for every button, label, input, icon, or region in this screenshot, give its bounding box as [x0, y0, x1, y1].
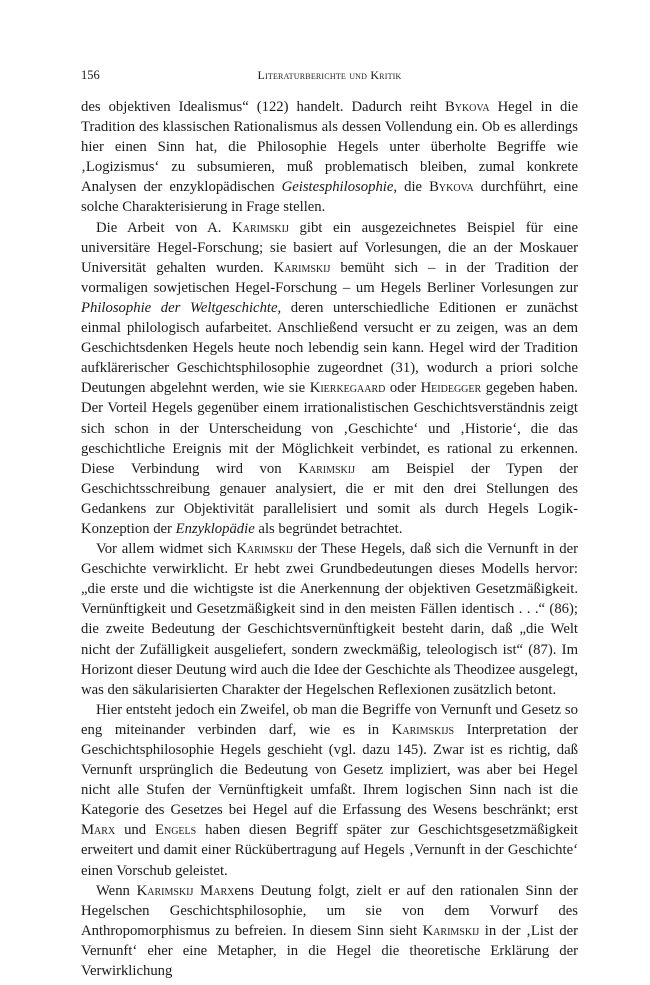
text-run: Hegel in die Tradition des klassischen Rationalismus als dessen Vollendung ein. Ob es allerdings hier einen Sinn hat, die Philosophie Hegels unter überholte Begriffe wie ‚Logizismus‘ zu subsumieren, muß problematisch bleiben, zumal konkrete Analysen der enzyklopädischen — [81, 99, 578, 196]
author-name: Karimskij — [422, 922, 480, 939]
text-run: des objektiven Idealismus“ (122) handelt. Dadurch reiht — [81, 99, 445, 115]
text-run: ens Deutung folgt, zielt er auf den rationalen Sinn der Hegelschen Geschichtsphilosophie, um sie von dem Vorwurf des Anthropomorphismus zu befreien. In diesem Sinn sieht — [81, 882, 578, 939]
text-run: und — [115, 822, 155, 839]
author-name: Heidegger — [420, 380, 482, 397]
text-run: in der ‚List der Vernunft‘ eher eine Metapher, in die Hegel die theoretische Erklärung der Verwirklichung — [81, 922, 578, 980]
text-run: durchführt, eine solche Charakterisierung in Frage stellen. — [81, 179, 578, 216]
author-name: Karimskij Marx — [136, 882, 235, 899]
paragraph — [81, 881, 578, 981]
author-name: Karimskij — [232, 219, 289, 236]
text-run: oder — [385, 380, 421, 397]
author-name: Kierkegaard — [309, 380, 386, 397]
author-name: Bykova — [444, 99, 490, 115]
text-run: als begründet betrachtet. — [254, 520, 403, 537]
author-name: Engels — [155, 822, 197, 839]
text-run: , deren unterschiedliche Editionen er zunächst einmal philologisch aufarbeitet. Anschließend versucht er zu zeigen, was an dem Geschichtsdenken Hegels heute noch lebendig sein kann. Hegel wird der Tradition aufklärerischer Geschichtsphilosophie zugeordnet (31), wodurch a priori solche Deutungen abgelehnt werden, wie sie — [81, 299, 578, 397]
author-name: Karimskij — [236, 541, 294, 558]
text-run: Die Arbeit von A. — [96, 219, 233, 236]
body-text — [81, 97, 578, 981]
text-run: haben diesen Begriff später zur Geschichtsgesetzmäßigkeit erweitert und damit einer Rückübertragung auf Hegels ‚Vernunft in der Geschichte‘ einen Vorschub geleistet. — [81, 822, 578, 879]
author-name: Karimskij — [273, 259, 331, 276]
author-name: Karimskijs — [391, 721, 455, 738]
emphasized-text: Philosophie der Weltgeschichte — [81, 299, 278, 316]
paragraph — [81, 97, 578, 218]
text-run: bemüht sich – in der Tradition der vormaligen sowjetischen Hegel-Forschung – um Hegels Berliner Vorlesungen zur — [81, 259, 578, 296]
author-name: Bykova — [429, 179, 474, 196]
author-name: Karimskij — [298, 460, 355, 477]
page-header — [81, 68, 578, 88]
text-run: gibt ein ausgezeichnetes Beispiel für eine universitäre Hegel-Forschung; sie basiert auf Vorlesungen, die an der Moskauer Universität gehalten wurden. — [81, 219, 578, 276]
text-run: , die — [393, 179, 430, 196]
text-run: Vor allem widmet sich — [96, 541, 237, 558]
paragraph — [81, 539, 578, 700]
author-name: Marx — [81, 822, 116, 839]
text-run: gegeben haben. Der Vorteil Hegels gegenüber einem irrationalistischen Geschichtsverständnis zeigt sich schon in der Unterscheidung von ‚Geschichte‘ und ‚Historie‘, die das geschichtliche Ereignis mit der Möglichkeit verbindet, es rational zu erkennen. Diese Verbindung wird von — [81, 380, 578, 477]
text-run: Hier entsteht jedoch ein Zweifel, ob man die Begriffe von Vernunft und Gesetz so eng miteinander verbinden darf, wie es in — [81, 701, 578, 738]
paragraph — [81, 218, 578, 540]
text-run: der These Hegels, daß sich die Vernunft in der Geschichte verwirklicht. Er hebt zwei Grundbedeutungen dieses Modells hervor: „die erste und die wichtigste ist die Anerkennung der objektiven Gesetzmäßigkeit. Vernünftigkeit und Gesetzmäßigkeit sind in den meisten Fällen identisch . . .“ (86); die zweite Bedeutung der Geschichtsvernünftigkeit besteht darin, daß „die Welt nicht der Zufälligkeit ausgeliefert, sondern zweckmäßig, teleologisch ist“ (87). Im Horizont dieser Deutung wird auch die Idee der Geschichte als Theodizee ausgelegt, was den säkularisierten Charakter der Hegelschen Reflexionen zusätzlich betont. — [81, 541, 578, 698]
emphasized-text: Geistesphilosophie — [281, 179, 394, 196]
text-run: Interpretation der Geschichtsphilosophie Hegels geschieht (vgl. dazu 145). Zwar ist es richtig, daß Vernunft ursprünglich die Bedeutung von Gesetz impliziert, was aber bei Hegel nicht alle Stufen der Vernünftigkeit umfaßt. Ihrem logischen Sinn nach ist die Kategorie des Gesetzes bei Hegel auf die Erfassung des Wesens beschränkt; erst — [81, 721, 579, 819]
text-run: am Beispiel der Typen der Geschichtsschreibung genauer analysiert, die er mit den drei Stellungen des Gedankens zur Objektivität parallelisiert und somit als durch Hegels Logik-Konzeption der — [81, 460, 578, 537]
running-head: Literaturberichte und Kritik — [257, 68, 402, 82]
page-number: 156 — [81, 68, 100, 82]
paragraph — [81, 700, 578, 881]
text-run: Wenn — [96, 882, 137, 899]
emphasized-text: Enzyklopädie — [175, 520, 255, 537]
